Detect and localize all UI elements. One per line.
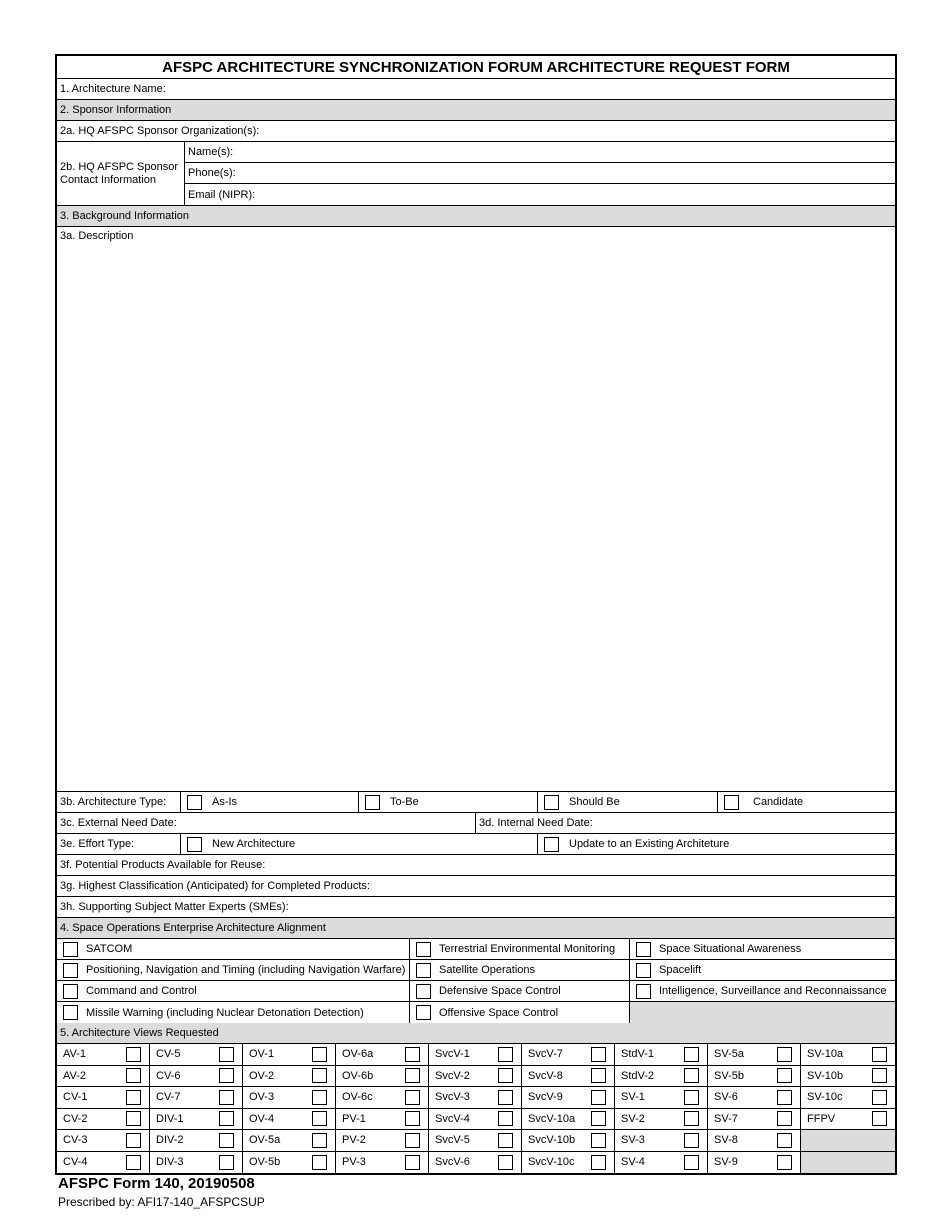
sponsor-section-header <box>57 100 895 121</box>
alignment-option-label: Space Situational Awareness <box>659 943 802 955</box>
view-label: SV-1 <box>621 1091 645 1104</box>
alignment-checkbox[interactable] <box>416 942 431 957</box>
contact-phone-field[interactable] <box>185 163 895 184</box>
description-label: 3a. Description <box>60 230 134 242</box>
view-checkbox[interactable] <box>498 1133 513 1148</box>
view-label: CV-1 <box>63 1091 88 1104</box>
alignment-option[interactable] <box>409 939 629 959</box>
view-checkbox[interactable] <box>312 1133 327 1148</box>
view-checkbox[interactable] <box>591 1155 606 1170</box>
view-label: DIV-2 <box>156 1134 184 1147</box>
view-label: SvcV-6 <box>435 1156 470 1169</box>
view-option[interactable] <box>801 1066 895 1087</box>
alignment-checkbox[interactable] <box>416 963 431 978</box>
view-checkbox[interactable] <box>777 1090 792 1105</box>
view-checkbox[interactable] <box>126 1047 141 1062</box>
view-option[interactable] <box>150 1109 243 1130</box>
effort-type-row <box>57 834 895 855</box>
alignment-option[interactable] <box>629 981 895 1001</box>
view-option[interactable] <box>150 1087 243 1108</box>
views-row <box>57 1066 895 1088</box>
view-checkbox[interactable] <box>405 1111 420 1126</box>
view-label: SvcV-4 <box>435 1112 470 1125</box>
alignment-option-label: Spacelift <box>659 964 702 976</box>
alignment-checkbox[interactable] <box>636 984 651 999</box>
view-option[interactable] <box>429 1109 522 1130</box>
view-checkbox[interactable] <box>312 1111 327 1126</box>
view-label: CV-7 <box>156 1091 181 1104</box>
background-section-label: 3. Background Information <box>60 210 190 222</box>
sponsor-org-label: 2a. HQ AFSPC Sponsor Organization(s): <box>60 125 260 137</box>
contact-name-label: Name(s): <box>188 146 234 158</box>
view-option[interactable] <box>429 1087 522 1108</box>
view-checkbox[interactable] <box>312 1090 327 1105</box>
view-label: DIV-1 <box>156 1112 184 1125</box>
view-option[interactable] <box>57 1130 150 1151</box>
view-label: SvcV-8 <box>528 1069 563 1082</box>
view-option[interactable] <box>243 1087 336 1108</box>
new-arch-label: New Architecture <box>212 838 296 850</box>
view-checkbox[interactable] <box>777 1047 792 1062</box>
sponsor-contact-block <box>57 142 895 206</box>
view-label: SvcV-7 <box>528 1048 563 1061</box>
view-checkbox[interactable] <box>777 1133 792 1148</box>
view-label: SvcV-9 <box>528 1091 563 1104</box>
update-arch-checkbox[interactable] <box>544 837 559 852</box>
view-option[interactable] <box>615 1087 708 1108</box>
view-label: AV-2 <box>63 1069 87 1082</box>
view-label: SV-6 <box>714 1091 738 1104</box>
view-checkbox[interactable] <box>312 1155 327 1170</box>
view-option[interactable] <box>57 1066 150 1087</box>
view-label: SvcV-3 <box>435 1091 470 1104</box>
view-checkbox[interactable] <box>405 1155 420 1170</box>
view-label: FFPV <box>807 1112 836 1125</box>
alignment-checkbox[interactable] <box>636 963 651 978</box>
alignment-option[interactable] <box>57 981 409 1001</box>
alignment-checkbox[interactable] <box>63 984 78 999</box>
view-checkbox[interactable] <box>777 1155 792 1170</box>
arch-type-asis[interactable] <box>181 792 358 812</box>
view-empty-cell <box>801 1130 895 1151</box>
view-checkbox[interactable] <box>219 1111 234 1126</box>
view-option[interactable] <box>708 1066 801 1087</box>
view-option[interactable] <box>336 1152 429 1174</box>
background-section-header <box>57 206 895 227</box>
alignment-option[interactable] <box>629 939 895 959</box>
alignment-option[interactable] <box>57 960 409 980</box>
asis-label: As-Is <box>212 796 238 808</box>
view-label: OV-6b <box>342 1069 374 1082</box>
sponsor-contact-label: 2b. HQ AFSPC Sponsor Contact Information <box>57 142 185 205</box>
alignment-checkbox[interactable] <box>63 942 78 957</box>
view-checkbox[interactable] <box>872 1111 887 1126</box>
alignment-option-label: Offensive Space Control <box>439 1006 559 1019</box>
view-checkbox[interactable] <box>405 1047 420 1062</box>
view-option[interactable] <box>615 1152 708 1174</box>
view-option[interactable] <box>708 1152 801 1174</box>
view-option[interactable] <box>708 1130 801 1151</box>
views-row <box>57 1087 895 1109</box>
form-title: AFSPC ARCHITECTURE SYNCHRONIZATION FORUM ARCHITECTURE REQUEST FORM <box>57 56 895 79</box>
view-checkbox[interactable] <box>872 1090 887 1105</box>
view-option[interactable] <box>522 1087 615 1108</box>
view-option[interactable] <box>801 1109 895 1130</box>
view-label: CV-5 <box>156 1048 181 1061</box>
views-row <box>57 1152 895 1174</box>
internal-date-label: 3d. Internal Need Date: <box>479 817 593 829</box>
view-option[interactable] <box>336 1130 429 1151</box>
view-checkbox[interactable] <box>591 1047 606 1062</box>
view-label: SV-2 <box>621 1112 645 1125</box>
views-row <box>57 1044 895 1066</box>
sponsor-org-field[interactable] <box>57 121 895 142</box>
view-checkbox[interactable] <box>591 1133 606 1148</box>
view-checkbox[interactable] <box>219 1068 234 1083</box>
view-option[interactable] <box>615 1044 708 1065</box>
view-option[interactable] <box>243 1066 336 1087</box>
view-checkbox[interactable] <box>684 1090 699 1105</box>
candidate-checkbox[interactable] <box>724 795 739 810</box>
contact-email-label: Email (NIPR): <box>188 188 256 201</box>
view-label: PV-1 <box>342 1112 366 1125</box>
view-label: PV-2 <box>342 1134 366 1147</box>
view-checkbox[interactable] <box>872 1068 887 1083</box>
view-label: SV-3 <box>621 1134 645 1147</box>
view-option[interactable] <box>615 1130 708 1151</box>
arch-type-candidate[interactable] <box>717 792 895 812</box>
view-label: OV-5b <box>249 1156 281 1169</box>
alignment-checkbox[interactable] <box>416 1005 431 1020</box>
alignment-option-label: Terrestrial Environmental Monitoring <box>439 943 616 955</box>
view-checkbox[interactable] <box>126 1068 141 1083</box>
classification-field[interactable] <box>57 876 895 897</box>
alignment-option[interactable] <box>57 1002 409 1023</box>
view-option[interactable] <box>615 1109 708 1130</box>
view-option[interactable] <box>57 1087 150 1108</box>
update-arch-label: Update to an Existing Architeture <box>569 838 730 850</box>
view-option[interactable] <box>429 1152 522 1174</box>
arch-type-shouldbe[interactable] <box>537 792 717 812</box>
view-label: OV-3 <box>249 1091 275 1104</box>
view-checkbox[interactable] <box>777 1111 792 1126</box>
view-option[interactable] <box>336 1044 429 1065</box>
alignment-option[interactable] <box>629 960 895 980</box>
view-label: OV-2 <box>249 1069 275 1082</box>
external-date-label: 3c. External Need Date: <box>60 817 177 829</box>
view-label: CV-3 <box>63 1134 88 1147</box>
candidate-label: Candidate <box>753 796 804 808</box>
view-option[interactable] <box>57 1109 150 1130</box>
contact-email-field[interactable] <box>185 184 895 205</box>
view-option[interactable] <box>336 1066 429 1087</box>
view-label: CV-2 <box>63 1112 88 1125</box>
view-checkbox[interactable] <box>126 1111 141 1126</box>
view-checkbox[interactable] <box>591 1111 606 1126</box>
view-label: SvcV-10a <box>528 1112 576 1125</box>
view-label: SV-4 <box>621 1156 645 1169</box>
effort-new[interactable] <box>181 834 537 854</box>
view-checkbox[interactable] <box>219 1047 234 1062</box>
view-option[interactable] <box>522 1066 615 1087</box>
views-row <box>57 1130 895 1152</box>
alignment-row <box>57 1002 895 1023</box>
view-label: SvcV-2 <box>435 1069 470 1082</box>
view-checkbox[interactable] <box>126 1155 141 1170</box>
view-checkbox[interactable] <box>498 1155 513 1170</box>
view-checkbox[interactable] <box>684 1155 699 1170</box>
view-label: SV-7 <box>714 1112 738 1125</box>
alignment-empty-cell <box>629 1002 895 1023</box>
view-label: SvcV-1 <box>435 1048 470 1061</box>
view-checkbox[interactable] <box>777 1068 792 1083</box>
view-checkbox[interactable] <box>498 1111 513 1126</box>
view-option[interactable] <box>150 1130 243 1151</box>
tobe-label: To-Be <box>390 796 419 808</box>
view-label: StdV-2 <box>621 1069 655 1082</box>
external-date-field[interactable] <box>57 813 475 833</box>
smes-field[interactable] <box>57 897 895 918</box>
view-label: SV-5a <box>714 1048 744 1061</box>
view-checkbox[interactable] <box>498 1090 513 1105</box>
view-checkbox[interactable] <box>872 1047 887 1062</box>
view-label: SV-5b <box>714 1069 744 1082</box>
view-option[interactable] <box>243 1044 336 1065</box>
view-label: OV-5a <box>249 1134 281 1147</box>
view-checkbox[interactable] <box>684 1133 699 1148</box>
view-label: SV-10b <box>807 1069 844 1082</box>
alignment-section-header <box>57 918 895 939</box>
view-option[interactable] <box>429 1066 522 1087</box>
alignment-option-label: Intelligence, Surveillance and Reconnaissance <box>659 985 887 997</box>
alignment-checkbox[interactable] <box>63 963 78 978</box>
view-option[interactable] <box>615 1066 708 1087</box>
view-checkbox[interactable] <box>498 1047 513 1062</box>
view-checkbox[interactable] <box>219 1155 234 1170</box>
view-checkbox[interactable] <box>219 1090 234 1105</box>
alignment-checkbox[interactable] <box>416 984 431 999</box>
view-checkbox[interactable] <box>591 1068 606 1083</box>
tobe-checkbox[interactable] <box>365 795 380 810</box>
view-label: SvcV-10b <box>528 1134 576 1147</box>
view-checkbox[interactable] <box>126 1133 141 1148</box>
effort-type-label: 3e. Effort Type: <box>57 834 181 854</box>
view-option[interactable] <box>150 1066 243 1087</box>
view-label: CV-6 <box>156 1069 181 1082</box>
view-label: OV-6a <box>342 1048 374 1061</box>
arch-name-label: 1. Architecture Name: <box>60 83 166 95</box>
view-option[interactable] <box>57 1044 150 1065</box>
view-option[interactable] <box>243 1152 336 1174</box>
view-option[interactable] <box>150 1152 243 1174</box>
classification-label: 3g. Highest Classification (Anticipated) for Completed Products: <box>60 880 370 892</box>
view-label: CV-4 <box>63 1156 88 1169</box>
view-option[interactable] <box>522 1109 615 1130</box>
views-row <box>57 1109 895 1131</box>
view-checkbox[interactable] <box>312 1047 327 1062</box>
shouldbe-label: Should Be <box>569 796 620 808</box>
alignment-row <box>57 960 895 981</box>
view-option[interactable] <box>336 1087 429 1108</box>
view-checkbox[interactable] <box>405 1133 420 1148</box>
view-option[interactable] <box>429 1130 522 1151</box>
view-checkbox[interactable] <box>312 1068 327 1083</box>
view-option[interactable] <box>336 1109 429 1130</box>
products-label: 3f. Potential Products Available for Reuse: <box>60 859 266 871</box>
view-label: DIV-3 <box>156 1156 184 1169</box>
view-checkbox[interactable] <box>591 1090 606 1105</box>
alignment-option-label: Command and Control <box>86 985 197 997</box>
view-option[interactable] <box>801 1087 895 1108</box>
form-id: AFSPC Form 140, 20190508 <box>58 1175 255 1192</box>
view-option[interactable] <box>522 1130 615 1151</box>
prescribed-by: Prescribed by: AFI17-140_AFSPCSUP <box>58 1195 265 1209</box>
arch-type-row <box>57 792 895 813</box>
alignment-grid <box>57 939 895 1023</box>
view-label: SV-9 <box>714 1156 738 1169</box>
view-option[interactable] <box>522 1152 615 1174</box>
view-label: SvcV-5 <box>435 1134 470 1147</box>
view-label: AV-1 <box>63 1048 87 1061</box>
view-label: SV-10c <box>807 1091 843 1104</box>
contact-phone-label: Phone(s): <box>188 167 236 179</box>
view-checkbox[interactable] <box>405 1090 420 1105</box>
view-option[interactable] <box>429 1044 522 1065</box>
alignment-option-label: Defensive Space Control <box>439 985 561 997</box>
view-option[interactable] <box>243 1109 336 1130</box>
smes-label: 3h. Supporting Subject Matter Experts (SMEs): <box>60 901 289 913</box>
view-label: SV-8 <box>714 1134 738 1147</box>
view-label: OV-4 <box>249 1112 275 1125</box>
effort-update[interactable] <box>537 834 895 854</box>
alignment-row <box>57 981 895 1002</box>
view-label: PV-3 <box>342 1156 366 1169</box>
view-option[interactable] <box>708 1109 801 1130</box>
arch-type-label: 3b. Architecture Type: <box>57 792 181 812</box>
alignment-section-label: 4. Space Operations Enterprise Architecture Alignment <box>60 922 326 934</box>
view-checkbox[interactable] <box>126 1090 141 1105</box>
need-date-row <box>57 813 895 834</box>
view-option[interactable] <box>57 1152 150 1174</box>
alignment-option-label: Satellite Operations <box>439 964 535 976</box>
view-checkbox[interactable] <box>219 1133 234 1148</box>
products-field[interactable] <box>57 855 895 876</box>
view-option[interactable] <box>708 1087 801 1108</box>
view-label: SV-10a <box>807 1048 844 1061</box>
view-label: SvcV-10c <box>528 1156 575 1169</box>
request-form <box>55 54 897 1175</box>
view-option[interactable] <box>708 1044 801 1065</box>
alignment-checkbox[interactable] <box>636 942 651 957</box>
view-checkbox[interactable] <box>684 1047 699 1062</box>
new-arch-checkbox[interactable] <box>187 837 202 852</box>
shouldbe-checkbox[interactable] <box>544 795 559 810</box>
view-option[interactable] <box>522 1044 615 1065</box>
description-field[interactable] <box>57 227 895 792</box>
internal-date-field[interactable] <box>475 813 895 833</box>
arch-type-tobe[interactable] <box>358 792 537 812</box>
alignment-option[interactable] <box>409 960 629 980</box>
view-checkbox[interactable] <box>684 1068 699 1083</box>
view-label: OV-1 <box>249 1048 275 1061</box>
alignment-option[interactable] <box>57 939 409 959</box>
alignment-checkbox[interactable] <box>63 1005 78 1020</box>
view-option[interactable] <box>150 1044 243 1065</box>
view-checkbox[interactable] <box>498 1068 513 1083</box>
alignment-option[interactable] <box>409 981 629 1001</box>
view-option[interactable] <box>801 1044 895 1065</box>
view-option[interactable] <box>243 1130 336 1151</box>
alignment-row <box>57 939 895 960</box>
alignment-option-label: Missile Warning (including Nuclear Detonation Detection) <box>86 1006 364 1019</box>
alignment-option-label: SATCOM <box>86 943 133 955</box>
view-label: StdV-1 <box>621 1048 655 1061</box>
alignment-option[interactable] <box>409 1002 629 1023</box>
arch-name-field[interactable] <box>57 79 895 100</box>
views-section-header <box>57 1023 895 1044</box>
alignment-option-label: Positioning, Navigation and Timing (including Navigation Warfare) <box>86 964 406 976</box>
view-empty-cell <box>801 1152 895 1174</box>
views-grid <box>57 1044 895 1173</box>
asis-checkbox[interactable] <box>187 795 202 810</box>
sponsor-section-label: 2. Sponsor Information <box>60 104 172 116</box>
view-checkbox[interactable] <box>684 1111 699 1126</box>
view-label: OV-6c <box>342 1091 373 1104</box>
contact-name-field[interactable] <box>185 142 895 163</box>
views-section-label: 5. Architecture Views Requested <box>60 1027 219 1039</box>
view-checkbox[interactable] <box>405 1068 420 1083</box>
